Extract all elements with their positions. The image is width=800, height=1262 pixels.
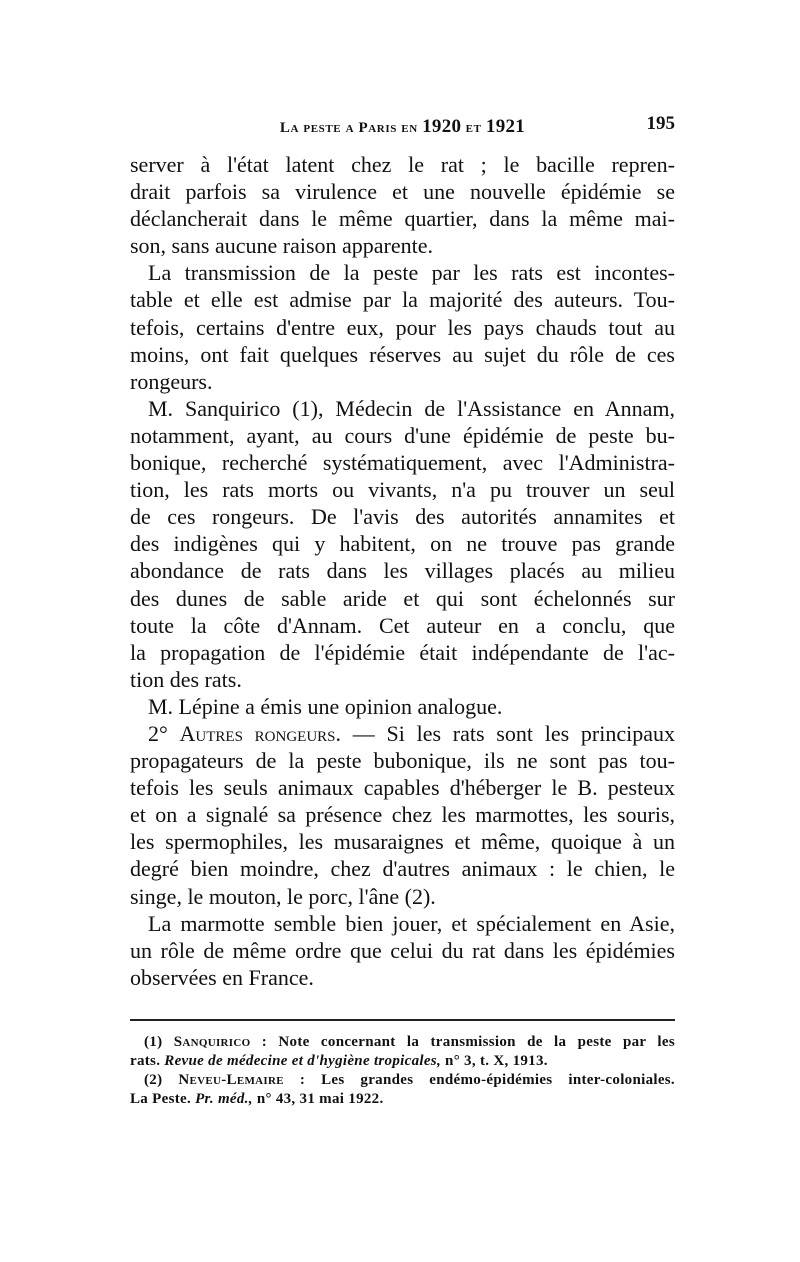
footnotes — [130, 1033, 675, 1109]
footnote-1-text-cont: rats. — [130, 1053, 165, 1069]
running-title-connector: et — [465, 120, 482, 136]
footnote-2-line-2 — [130, 1090, 675, 1109]
footnote-2-journal: Pr. méd., — [195, 1091, 253, 1107]
text-line: tefois, certains d'entre eux, pour les pays chauds tout au — [130, 314, 675, 340]
footnote-1-journal: Revue de médecine et d'hygiène tropicales, — [164, 1053, 441, 1069]
text-line: bonique, recherché systématiquement, avec l'Administra- — [130, 450, 675, 476]
footnote-2-text-cont: La Peste. — [130, 1091, 196, 1107]
text-line: des indigènes qui y habitent, on ne trouve pas grande — [130, 531, 675, 557]
text-line: rongeurs. — [130, 368, 213, 394]
text-line: les spermophiles, les musaraignes et même, quoique à un — [130, 829, 675, 855]
footnote-rule — [130, 1019, 675, 1021]
footnote-1-line-2 — [130, 1052, 675, 1071]
text-line: son, sans aucune raison apparente. — [130, 233, 434, 259]
text-line: tion des rats. — [130, 666, 242, 692]
text-line: et on a signalé sa présence chez les marmottes, les souris, — [130, 802, 675, 828]
footnote-1-text: : Note concernant la transmission de la peste par les — [250, 1034, 675, 1050]
text-line: moins, ont fait quelques réserves au sujet du rôle de ces — [130, 341, 675, 367]
text-line: M. Lépine a émis une opinion analogue. — [148, 693, 503, 719]
text-line: de ces rongeurs. De l'avis des autorités annamites et — [130, 504, 675, 530]
text-line: La transmission de la peste par les rats est incontes- — [148, 260, 675, 286]
running-title-year-1921: 1921 — [485, 116, 526, 137]
footnote-1-line-1 — [130, 1033, 675, 1052]
running-title-words: La peste a Paris en — [279, 120, 418, 136]
section-number: 2° — [148, 720, 180, 746]
text-line: M. Sanquirico (1), Médecin de l'Assistance en Annam, — [148, 395, 675, 421]
text-line: singe, le mouton, le porc, l'âne (2). — [130, 883, 436, 909]
text-line: déclancherait dans le même quartier, dans la même mai- — [130, 206, 675, 232]
running-title-year-1920: 1920 — [422, 116, 462, 137]
text-line: degré bien moindre, chez d'autres animaux : le chien, le — [130, 856, 675, 882]
footnote-2-author: Neveu-Lemaire — [178, 1072, 284, 1088]
text-line: la propagation de l'épidémie était indépendante de l'ac- — [130, 639, 675, 665]
text-line: abondance de rats dans les villages placés au milieu — [130, 558, 675, 584]
section-text: — Si les rats sont les principaux — [341, 720, 675, 746]
text-line: tefois les seuls animaux capables d'héberger le B. pesteux — [130, 775, 675, 801]
footnote-2-marker: (2) — [144, 1072, 179, 1088]
page-number: 195 — [646, 113, 675, 134]
section-heading-line — [130, 720, 675, 747]
text-line: des dunes de sable aride et qui sont échelonnés sur — [130, 585, 675, 611]
text-line: table et elle est admise par la majorité des auteurs. Tou- — [130, 287, 675, 313]
text-line: un rôle de même ordre que celui du rat dans les épidémies — [130, 937, 675, 963]
text-line: observées en France. — [130, 964, 314, 990]
footnote-2-line-1 — [130, 1071, 675, 1090]
section-title: Autres rongeurs. — [179, 720, 342, 746]
footnote-2-citation: n° 43, 31 mai 1922. — [252, 1091, 384, 1107]
text-line: notamment, ayant, au cours d'une épidémie de peste bu- — [130, 422, 675, 448]
text-line: drait parfois sa virulence et une nouvelle épidémie se — [130, 179, 675, 205]
body-text — [130, 151, 675, 991]
footnote-2-text: : Les grandes endémo-épidémies inter-coloniales. — [283, 1072, 675, 1088]
text-line: server à l'état latent chez le rat ; le bacille repren- — [130, 152, 675, 177]
running-title — [130, 116, 675, 138]
running-head — [130, 113, 675, 140]
text-line: propagateurs de la peste bubonique, ils ne sont pas tou- — [130, 748, 675, 774]
text-line: La marmotte semble bien jouer, et spécialement en Asie, — [148, 910, 675, 936]
footnote-1-marker: (1) — [144, 1034, 174, 1050]
text-line: toute la côte d'Annam. Cet auteur en a conclu, que — [130, 612, 675, 638]
text-line: tion, les rats morts ou vivants, n'a pu trouver un seul — [130, 477, 675, 503]
footnote-1-citation: n° 3, t. X, 1913. — [441, 1053, 548, 1069]
footnote-1-author: Sanquirico — [173, 1034, 251, 1050]
